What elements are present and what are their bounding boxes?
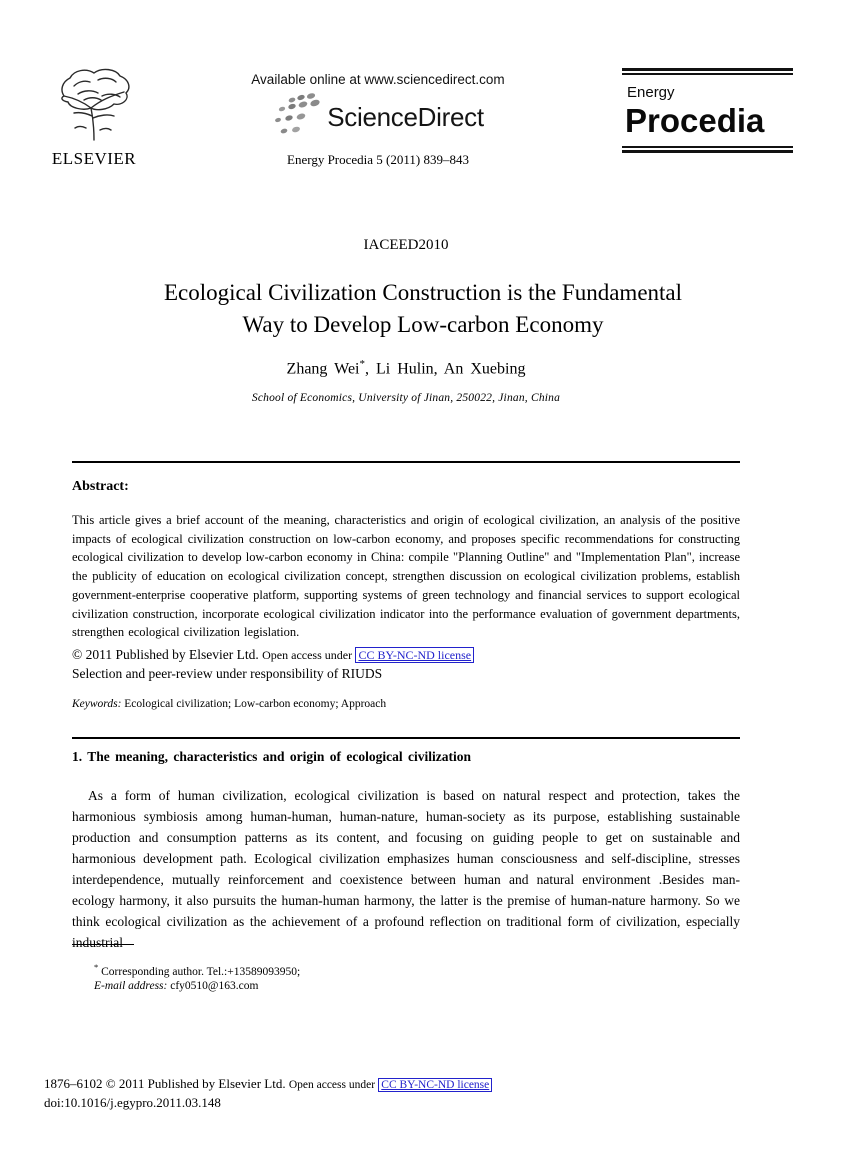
open-access-text: Open access under <box>262 648 353 662</box>
footnote-marker: * <box>94 962 99 972</box>
section-1-heading: 1. The meaning, characteristics and origin of ecological civilization <box>72 749 471 764</box>
section-1-paragraph: As a form of human civilization, ecological civilization is based on natural respect and protection, takes the harmonious symbiosis among human-human, human-nature, human-society as its purpose, establishing sustainable production and consumption patterns as its content, and focusing on guiding people to get on sustainable and harmonious development path. Ecological civilization emphasizes human consciousness and self-discipline, stresses interdependence, mutually reinforcement and coexistence between human and natural environment .Besides man-ecology harmony, it also pursuits the human-human harmony, the latter is the premise of human-nature harmony. So we think ecological civilization as the achievement of a profound reflection on traditional form of civilization, especially industrial <box>72 788 740 950</box>
author-rest: , Li Hulin, An Xuebing <box>365 360 526 378</box>
copyright-text: © 2011 Published by Elsevier Ltd. <box>72 647 259 662</box>
corresponding-author-marker: * <box>359 358 365 370</box>
footer-doi: doi:10.1016/j.egypro.2011.03.148 <box>44 1095 221 1110</box>
keywords-label: Keywords: <box>72 698 122 710</box>
keywords-bottom-rule <box>72 737 740 739</box>
abstract-top-rule <box>72 461 740 463</box>
journal-citation: Energy Procedia 5 (2011) 839–843 <box>287 152 469 167</box>
journal-name-bottom: Procedia <box>625 102 765 139</box>
elsevier-tree-icon <box>50 129 138 146</box>
email-label: E-mail address: <box>94 980 168 992</box>
abstract-body: This article gives a brief account of the meaning, characteristics and origin of ecological civilization, an analysis of the positive impacts of ecological civilization construction on low-carbon economy, and proposes specific recommendations for constructing ecological civilization to develop low-carbon economy in China: compile "Planning Outline" and "Implementation Plan", increase the publicity of education on ecological civilization concept, strengthen discussion on ecological civilization problems, establish government-enterprise cooperative platform, supporting systems of green technology and financial services to support ecological civilization construction, incorporate ecological civilization indicator into the performance evaluation of government departments, strengthen ecological civilization legislation. <box>72 513 740 640</box>
journal-logo-bottom-rule <box>622 146 793 153</box>
footnote-rule <box>72 944 134 945</box>
paper-title-line2: Way to Develop Low-carbon Economy <box>242 312 604 337</box>
footnote-corresponding-author <box>94 962 594 978</box>
elsevier-wordmark: ELSEVIER <box>51 149 137 168</box>
footnote-email <box>94 980 594 992</box>
conference-name: IACEED2010 <box>363 237 449 253</box>
journal-logo-top-rule <box>622 68 793 75</box>
paper-title-line1: Ecological Civilization Construction is the Fundamental <box>163 280 683 305</box>
author-line <box>72 358 740 378</box>
keywords-line <box>72 698 740 710</box>
sciencedirect-dots-icon <box>272 92 324 143</box>
footnote-tel: Corresponding author. Tel.:+13589093950; <box>98 965 301 978</box>
header-center <box>210 72 546 168</box>
journal-name-top: Energy <box>627 84 675 101</box>
footer-issn-line <box>44 1076 744 1092</box>
footer-cc-by-nc-nd-license-link[interactable]: CC BY-NC-ND license <box>378 1078 492 1092</box>
abstract-label: Abstract: <box>72 479 129 494</box>
footer-open-access-text: Open access under <box>288 1079 376 1091</box>
keywords-list: Ecological civilization; Low-carbon economy; Approach <box>124 698 387 710</box>
selection-statement: Selection and peer-review under responsibility of RIUDS <box>72 666 383 681</box>
energy-procedia-logo <box>622 68 793 153</box>
cc-by-nc-nd-license-link[interactable]: CC BY-NC-ND license <box>355 647 474 663</box>
affiliation: School of Economics, University of Jinan, 250022, Jinan, China <box>251 392 561 404</box>
available-online-text: Available online at www.sciencedirect.com <box>251 72 505 87</box>
sciencedirect-logo <box>210 92 546 143</box>
copyright-line <box>72 647 740 663</box>
email-value: cfy0510@163.com <box>167 980 259 992</box>
sciencedirect-wordmark: ScienceDirect <box>327 102 484 132</box>
footer-issn-text: 1876–6102 © 2011 Published by Elsevier Ltd. <box>44 1076 286 1091</box>
author-first: Zhang Wei <box>286 360 360 378</box>
elsevier-logo <box>46 66 142 169</box>
paper-title <box>40 277 806 341</box>
